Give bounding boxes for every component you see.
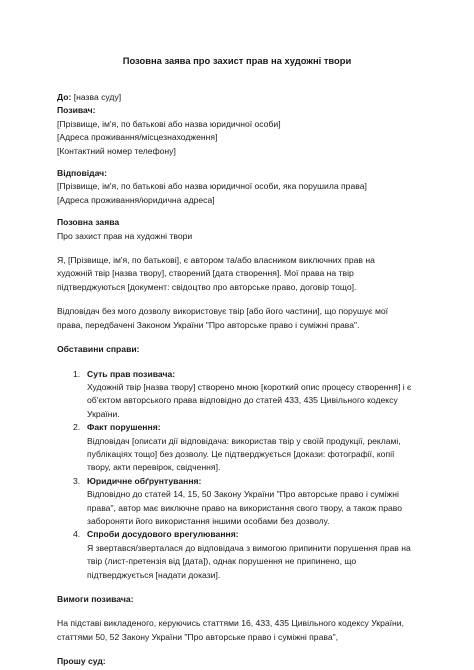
defendant-heading: Відповідач: [57,168,108,179]
document-body [57,91,432,669]
list-item-number: 4. [73,529,81,540]
court-line [57,91,432,104]
claim-subject: Про захист прав на художні твори [57,230,193,241]
demands-heading: Вимоги позивача: [57,594,134,604]
plaintiff-name: [Прізвище, ім'я, по батькові або назва юридичної особи] [57,118,281,129]
plaintiff-heading: Позивач: [57,105,96,116]
list-item: 1. Суть прав позивача: Художній твір [назва твору] створено мною [короткий опис процесу створення] і є об'єктом авторського права відповідно до статей 433, 435 Цивільного кодексу України. [57,368,432,422]
document-title: Позовна заява про захист прав на художні твори [122,55,352,66]
list-item-title: Факт порушення: [87,422,161,433]
defendant-name: [Прізвище, ім'я, по батькові або назва юридичної особи, яка порушила права] [57,181,367,192]
list-item-number: 3. [73,475,81,486]
intro-paragraph-1: Я, [Прізвище, ім'я, по батькові], є автором та/або власником виключних прав на художній твір [назва твору], створений [дата створення]. Мої права на твір підтверджуються [документ: свідоцтво про авторське право, договір тощо]. [57,255,375,292]
list-item-title: Спроби досудового врегулювання: [87,529,239,540]
list-item-number: 2. [73,422,81,433]
request-heading: Прошу суд: [57,656,106,667]
circumstances-heading: Обставини справи: [57,344,140,355]
list-item: 3. Юридичне обґрунтування: Відповідно до статей 14, 15, 50 Закону України "Про авторське право і суміжні права", автор має виключне право на використання свого твору, а також право забороняти його використання іншими особами без дозволу. [57,475,432,529]
list-item-title: Юридичне обґрунтування: [87,475,202,486]
plaintiff-address: [Адреса проживання/місцезнаходження] [57,132,218,143]
circumstances-list [57,368,432,583]
list-item-number: 1. [73,368,81,379]
defendant-address: [Адреса проживання/юридична адреса] [57,194,215,205]
list-item: 2. Факт порушення: Відповідач [описати дії відповідача: використав твір у своїй продукції, рекламі, публікаціях тощо] без дозволу. Це підтверджується [докази: фотографії, копії твору, акти перевірок, свідчення]. [57,421,432,475]
court-label: До: [57,92,72,102]
intro-paragraph-2: Відповідач без мого дозволу використовує твір [або його частини], що порушує мої права, передбачені Законом України "Про авторське право і суміжні права". [57,306,389,330]
list-item: 4. Спроби досудового врегулювання: Я звертався/зверталася до відповідача з вимогою припинити порушення прав на твір (лист-претензія від [дата]), однак порушення не припинено, що підтверджується [надати докази]. [57,528,432,582]
list-item-title: Суть прав позивача: [87,368,176,379]
plaintiff-phone: [Контактний номер телефону] [57,145,176,156]
court-value: [назва суду] [71,92,122,102]
claim-heading: Позовна заява [57,217,120,228]
demands-paragraph: На підставі викладеного, керуючись статтями 16, 433, 435 Цивільного кодексу України, статтями 50, 52 Закону України "Про авторське право і суміжні права", [57,618,404,642]
